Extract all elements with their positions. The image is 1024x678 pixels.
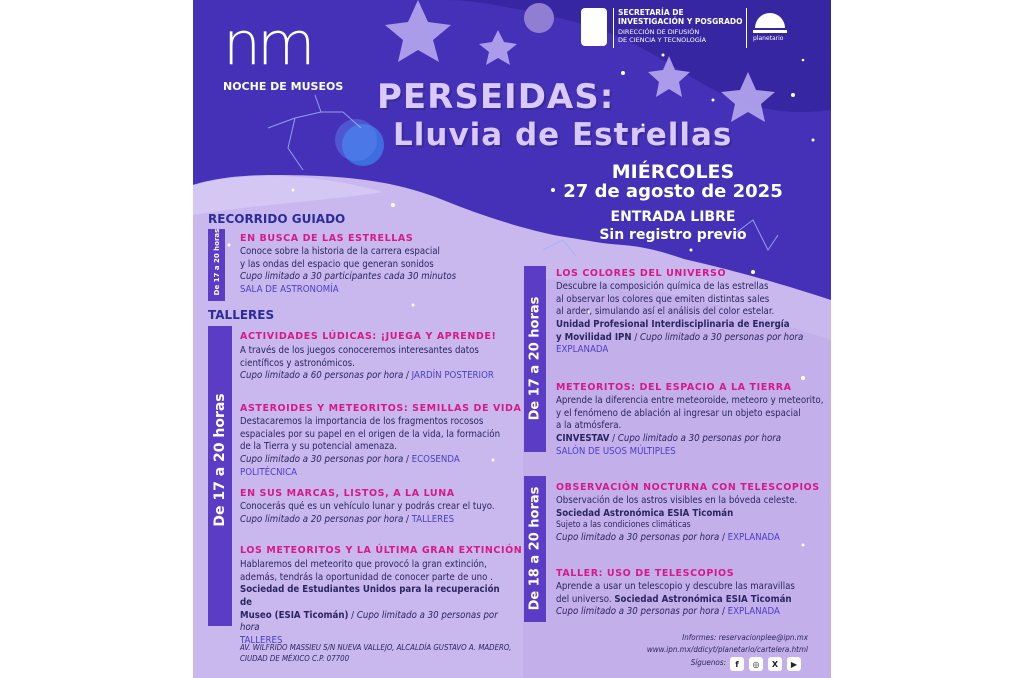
activity-description: Destacaremos la importancia de los fragmentos rocosos espaciales por su papel en el origen de la vida, la formación de la Tierra y su potencial amenaza. Cupo limitado a 30 personas por hora / ECOSENDA POLITÉCNICA <box>240 416 501 478</box>
contact-info: Informes: reservacionplee@ipn.mx www.ipn.mx/ddicyt/planetario/cartelera.html <box>646 633 808 654</box>
follow-label: Síguenos: <box>690 658 726 667</box>
secretaria-block: SECRETARÍA DE INVESTIGACIÓN Y POSGRADO DIRECCIÓN DE DIFUSIÓN DE CIENCIA Y TECNOLOGÍA <box>618 8 743 44</box>
activity-title: OBSERVACIÓN NOCTURNA CON TELESCOPIOS <box>556 482 820 493</box>
planetario-name: planetario <box>753 35 784 42</box>
time-label: De 17 a 20 horas <box>213 228 221 296</box>
activity-description: Aprende la diferencia entre meteoroide, meteoro y meteorito, y el fenómeno de ablación al ingresar un objeto espacial a la atmósfera. CINVESTAV / Cupo limitado a 30 personas por hora SALÓN DE USOS MÚLTIPLES <box>556 395 824 457</box>
activity-title: ACTIVIDADES LÚDICAS: ¡JUEGA Y APRENDE! <box>240 331 497 342</box>
address: AV. WILFRIDO MASSIEU S/N NUEVA VALLEJO, ALCALDÍA GUSTAVO A. MADERO, CIUDAD DE MÉXICO C.P. 07700 <box>240 643 512 663</box>
activity-description: Descubre la composición química de las estrellas al observar los colores que emiten distintas sales al arder, simulando así el análisis del color estelar. Unidad Profesional Interdisciplinaria de Energía y Movilidad IPN / Cupo limitado a 30 personas por hora EXPLANADA <box>556 281 804 356</box>
ipn-logo <box>581 8 607 46</box>
activity-description: Conoce sobre la historia de la carrera espacial y las ondas del espacio que generan sonidos Cupo limitado a 30 participantes cada 30 minutos SALA DE ASTRONOMÍA <box>240 246 457 295</box>
recorrido-heading: RECORRIDO GUIADO <box>208 212 346 226</box>
brand-logo: nm <box>223 9 312 79</box>
activity-title: EN BUSCA DE LAS ESTRELLAS <box>240 233 414 244</box>
registration-info: Sin registro previo <box>599 227 747 243</box>
activity-description: Observación de los astros visibles en la bóveda celeste. Sociedad Astronómica ESIA Ticomán Sujeto a las condiciones climáticas Cupo limitado a 30 personas por hora / EXPLANADA <box>556 495 798 543</box>
activity-title: METEORITOS: DEL ESPACIO A LA TIERRA <box>556 382 792 393</box>
header-divider <box>613 8 614 48</box>
time-label: De 18 a 20 horas <box>527 486 543 611</box>
event-day: MIÉRCOLES <box>611 161 735 183</box>
activity-title: ASTEROIDES Y METEORITOS: SEMILLAS DE VIDA <box>240 403 522 414</box>
event-title-line2: Lluvia de Estrellas <box>393 117 733 153</box>
instagram-icon[interactable]: ◎ <box>749 657 763 671</box>
time-label: De 17 a 20 horas <box>212 393 228 527</box>
x-icon[interactable]: X <box>768 657 782 671</box>
activity-description: Aprende a usar un telescopio y descubre las maravillas del universo. Sociedad Astronómica ESIA Ticomán Cupo limitado a 30 personas por hora / EXPLANADA <box>556 581 795 618</box>
event-title-line1: PERSEIDAS: <box>377 77 615 117</box>
youtube-icon[interactable]: ▶ <box>787 657 801 671</box>
header-divider <box>746 8 747 48</box>
activity-title: EN SUS MARCAS, LISTOS, A LA LUNA <box>240 488 455 499</box>
activity-title: LOS METEORITOS Y LA ÚLTIMA GRAN EXTINCIÓN <box>240 545 523 556</box>
activity-description: Hablaremos del meteorito que provocó la gran extinción, además, tendrás la oportunidad de conocer parte de uno . Sociedad de Estudiantes Unidos para la recuperación de Museo (ESIA Ticomán) / Cupo limitado a 30 personas por hora TALLERES <box>240 559 500 646</box>
activity-title: TALLER: USO DE TELESCOPIOS <box>556 568 735 579</box>
activity-description: A través de los juegos conoceremos interesantes datos científicos y astronómicos. Cupo limitado a 60 personas por hora / JARDÍN POSTERIOR <box>240 345 494 382</box>
activity-title: LOS COLORES DEL UNIVERSO <box>556 268 727 279</box>
brand-name: NOCHE DE MUSEOS <box>223 80 344 93</box>
event-poster <box>193 0 831 678</box>
activity-description: Conocerás qué es un vehículo lunar y podrás crear el tuyo. Cupo limitado a 20 personas por hora / TALLERES <box>240 501 495 525</box>
time-label: De 17 a 20 horas <box>527 296 543 421</box>
facebook-icon[interactable]: f <box>730 657 744 671</box>
entry-info: ENTRADA LIBRE <box>610 209 736 225</box>
purple-planet <box>524 3 554 33</box>
event-date: 27 de agosto de 2025 <box>563 181 783 202</box>
talleres-heading: TALLERES <box>208 308 275 322</box>
